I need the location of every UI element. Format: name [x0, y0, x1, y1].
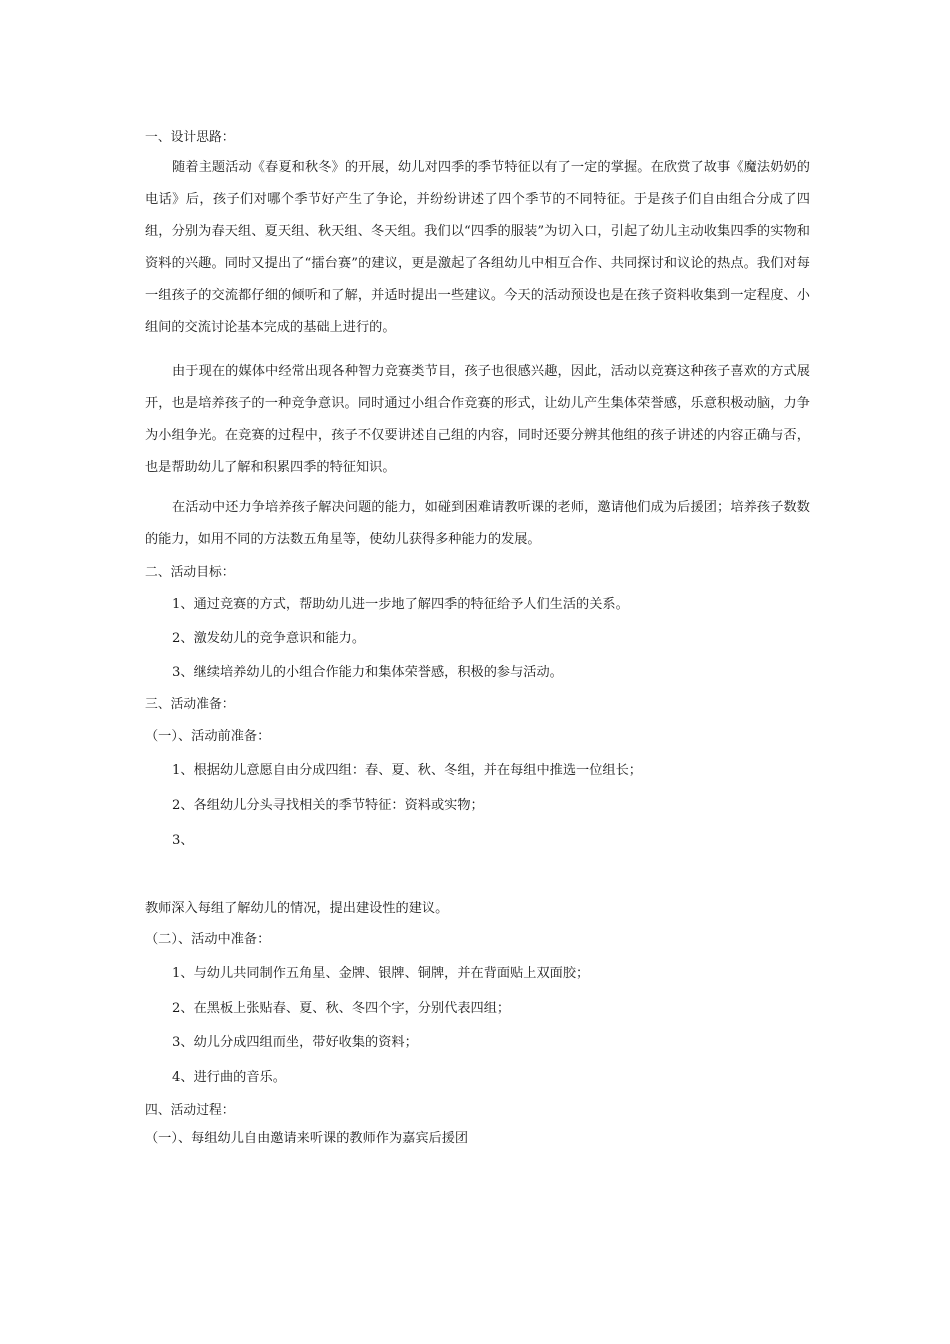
section-3-heading: 三、活动准备：	[145, 697, 235, 712]
section-1-heading: 一、设计思路：	[145, 130, 235, 145]
goal-item-3: 3、继续培养幼儿的小组合作能力和集体荣誉感，积极的参与活动。	[172, 665, 563, 680]
prep-before-item-2: 2、各组幼儿分头寻找相关的季节特征：资料或实物；	[172, 798, 484, 813]
prep-during-item-4: 4、进行曲的音乐。	[172, 1070, 286, 1085]
process-part-1-heading: （一）、每组幼儿自由邀请来听课的教师作为嘉宾后援团	[145, 1131, 469, 1146]
prep-before-item-1: 1、根据幼儿意愿自由分成四组：春、夏、秋、冬组，并在每组中推选一位组长；	[172, 763, 642, 778]
prep-before-item-3: 3、	[172, 833, 194, 848]
goal-item-1: 1、通过竞赛的方式，帮助幼儿进一步地了解四季的特征给予人们生活的关系。	[172, 597, 629, 612]
prep-during-item-3: 3、幼儿分成四组而坐，带好收集的资料；	[172, 1035, 418, 1050]
goal-item-2: 2、激发幼儿的竞争意识和能力。	[172, 631, 366, 646]
prep-during-heading: （二）、活动中准备：	[145, 932, 271, 947]
section-2-heading: 二、活动目标：	[145, 565, 235, 580]
prep-during-item-1: 1、与幼儿共同制作五角星、金牌、银牌、铜牌，并在背面贴上双面胶；	[172, 966, 590, 981]
prep-before-item-3-continuation: 教师深入每组了解幼儿的情况，提出建设性的建议。	[145, 901, 449, 916]
section-1-paragraph-3: 在活动中还力争培养孩子解决问题的能力，如碰到困难请教听课的老师，邀请他们成为后援团；培养孩子数数的能力，如用不同的方法数五角星等，使幼儿获得多种能力的发展。	[145, 500, 810, 547]
prep-before-heading: （一）、活动前准备：	[145, 729, 271, 744]
section-1-paragraph-2: 由于现在的媒体中经常出现各种智力竞赛类节目，孩子也很感兴趣，因此，活动以竞赛这种孩子喜欢的方式展开，也是培养孩子的一种竞争意识。同时通过小组合作竞赛的形式，让幼儿产生集体荣誉感，乐意积极动脑，力争为小组争光。在竞赛的过程中，孩子不仅要讲述自己组的内容，同时还要分辨其他组的孩子讲述的内容正确与否，也是帮助幼儿了解和积累四季的特征知识。	[145, 364, 810, 475]
section-4-heading: 四、活动过程：	[145, 1103, 235, 1118]
prep-during-item-2: 2、在黑板上张贴春、夏、秋、冬四个字，分别代表四组；	[172, 1001, 511, 1016]
section-1-paragraph-1: 随着主题活动《春夏和秋冬》的开展，幼儿对四季的季节特征以有了一定的掌握。在欣赏了故事《魔法奶奶的电话》后，孩子们对哪个季节好产生了争论，并纷纷讲述了四个季节的不同特征。于是孩子们自由组合分成了四组，分别为春天组、夏天组、秋天组、冬天组。我们以“四季的服装”为切入口，引起了幼儿主动收集四季的实物和资料的兴趣。同时又提出了“擂台赛”的建议，更是激起了各组幼儿中相互合作、共同探讨和议论的热点。我们对每一组孩子的交流都仔细的倾听和了解，并适时提出一些建议。今天的活动预设也是在孩子资料收集到一定程度、小组间的交流讨论基本完成的基础上进行的。	[145, 160, 810, 335]
